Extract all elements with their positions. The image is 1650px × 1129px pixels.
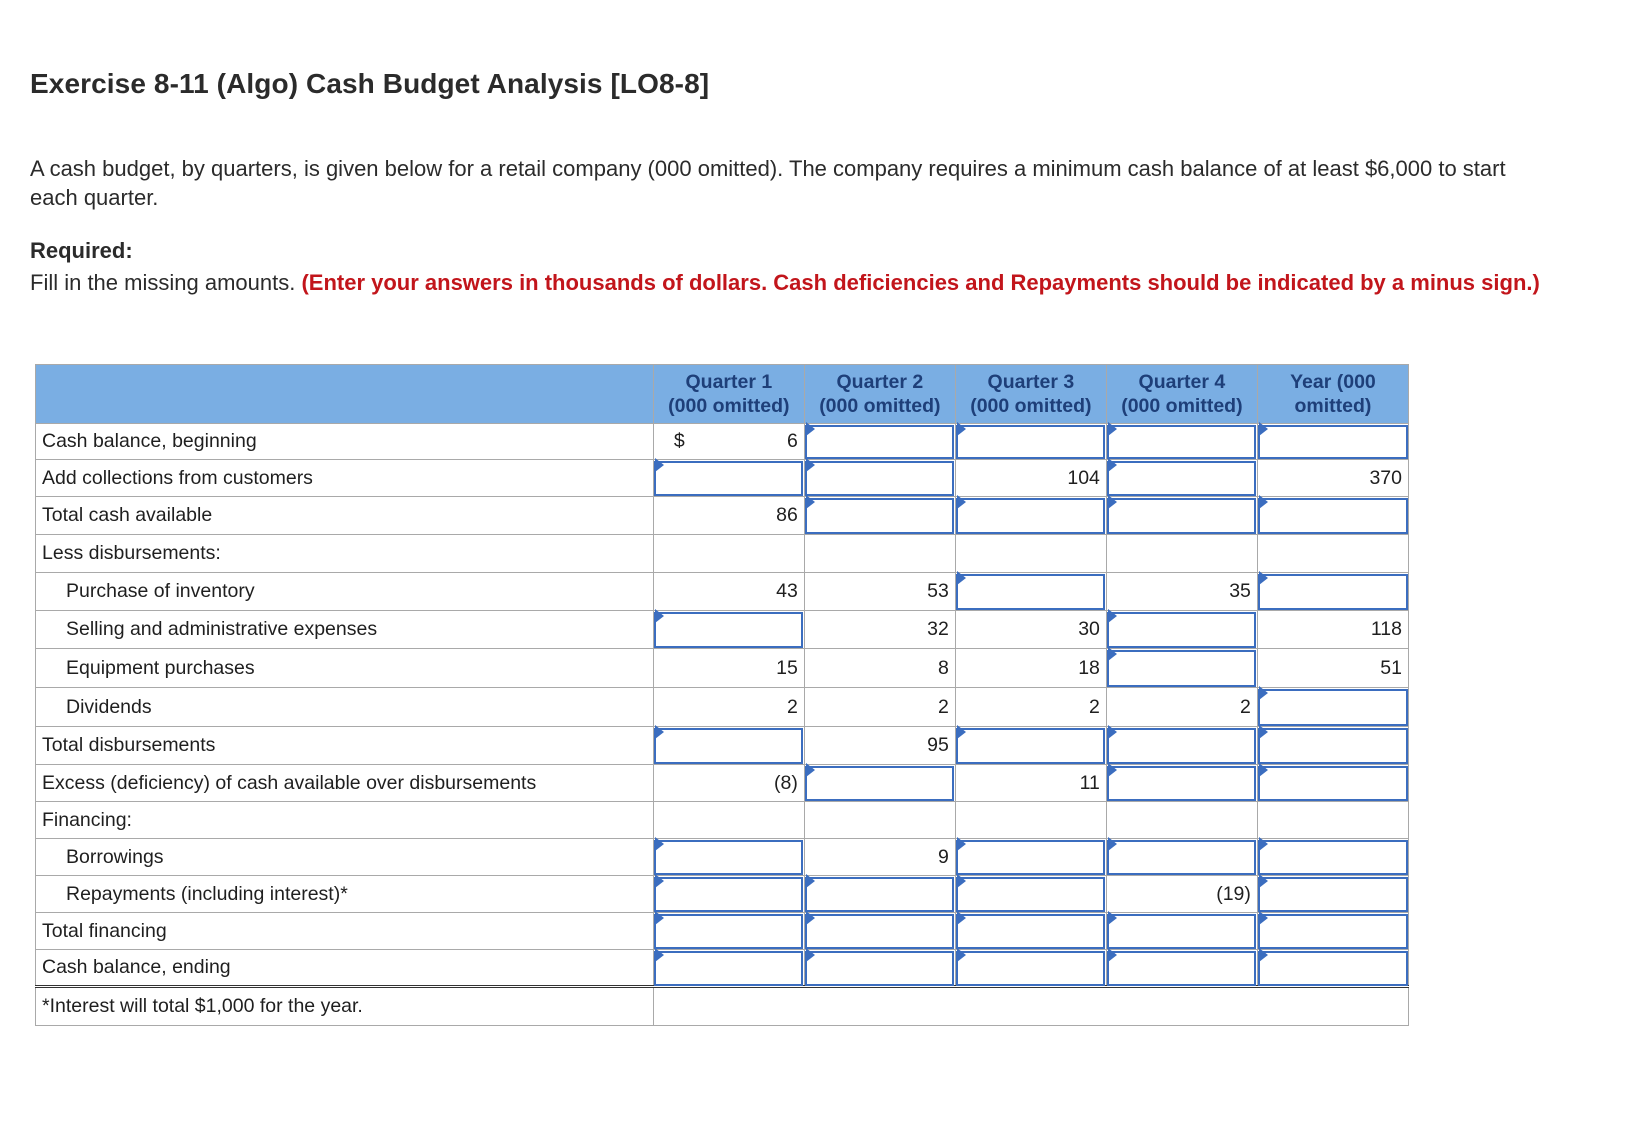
cell-value: 32: [927, 618, 949, 640]
value-cell-quarter-1: [653, 497, 804, 535]
table-row: [36, 611, 1409, 649]
column-header-line: (000 omitted): [970, 395, 1092, 417]
input-cell-quarter-1[interactable]: [653, 611, 804, 649]
value-cell-quarter-3: [955, 688, 1106, 727]
value-cell-year: [1257, 611, 1408, 649]
column-header-quarter-4: [1106, 365, 1257, 424]
input-cell-quarter-1[interactable]: [653, 950, 804, 987]
value-cell-year: [1257, 535, 1408, 573]
input-cell-year[interactable]: [1257, 688, 1408, 727]
input-cell-year[interactable]: [1257, 913, 1408, 950]
column-header-line: (000 omitted): [668, 395, 790, 417]
input-cell-quarter-2[interactable]: [804, 913, 955, 950]
table-row: [36, 424, 1409, 460]
cell-value: 2: [1089, 695, 1100, 718]
column-header-line: Quarter 4: [1138, 371, 1226, 393]
cell-value: (8): [774, 771, 798, 794]
row-label: Borrowings: [36, 839, 654, 876]
cell-value: 15: [776, 656, 798, 679]
value-cell-quarter-1: [653, 688, 804, 727]
input-cell-quarter-3[interactable]: [955, 573, 1106, 611]
row-label: Repayments (including interest)*: [36, 876, 654, 913]
cell-value: 53: [927, 580, 949, 602]
input-cell-quarter-4[interactable]: [1106, 497, 1257, 535]
input-cell-quarter-3[interactable]: [955, 950, 1106, 987]
cell-value: 104: [1067, 466, 1100, 489]
value-cell-quarter-2: [804, 688, 955, 727]
value-cell-year: [1257, 460, 1408, 497]
problem-intro: A cash budget, by quarters, is given below for a retail company (000 omitted). The company requires a minimum cash balance of at least $6,000 to start each quarter.: [30, 156, 1506, 210]
value-cell-quarter-2: [804, 727, 955, 765]
input-cell-quarter-4[interactable]: [1106, 649, 1257, 688]
row-label: Cash balance, ending: [36, 950, 654, 987]
input-cell-year[interactable]: [1257, 424, 1408, 460]
input-cell-quarter-3[interactable]: [955, 913, 1106, 950]
cell-value: 8: [938, 656, 949, 679]
budget-body: [36, 424, 1409, 1026]
column-header-quarter-3: [955, 365, 1106, 424]
input-cell-year[interactable]: [1257, 950, 1408, 987]
column-header-line: Quarter 1: [685, 371, 773, 393]
input-cell-quarter-1[interactable]: [653, 913, 804, 950]
value-cell-quarter-2: [804, 802, 955, 839]
column-header-line: Year (000: [1290, 371, 1376, 393]
table-row: [36, 688, 1409, 727]
input-cell-quarter-4[interactable]: [1106, 765, 1257, 802]
input-cell-year[interactable]: [1257, 839, 1408, 876]
cell-value: 6: [787, 430, 798, 452]
input-cell-year[interactable]: [1257, 497, 1408, 535]
input-cell-quarter-2[interactable]: [804, 876, 955, 913]
column-header-quarter-2: [804, 365, 955, 424]
value-cell-quarter-2: [804, 611, 955, 649]
cell-value: 2: [938, 695, 949, 718]
row-label: Total cash available: [36, 497, 654, 535]
input-cell-quarter-1[interactable]: [653, 460, 804, 497]
row-label: Excess (deficiency) of cash available over disbursements: [36, 765, 654, 802]
cash-budget-table: [35, 364, 1409, 1026]
row-label: Financing:: [36, 802, 654, 839]
value-cell-quarter-4: [1106, 535, 1257, 573]
input-cell-quarter-4[interactable]: [1106, 839, 1257, 876]
row-label: Add collections from customers: [36, 460, 654, 497]
column-header-line: omitted): [1294, 395, 1372, 417]
value-cell-quarter-1: [653, 424, 804, 460]
cell-value: 9: [938, 845, 949, 868]
cell-value: 95: [927, 734, 949, 756]
table-row: [36, 649, 1409, 688]
row-label: Total financing: [36, 913, 654, 950]
row-label: Total disbursements: [36, 727, 654, 765]
cell-value: 43: [776, 580, 798, 602]
column-header-line: (000 omitted): [819, 395, 941, 417]
row-label: Selling and administrative expenses: [36, 611, 654, 649]
input-cell-quarter-1[interactable]: [653, 876, 804, 913]
cell-value: 2: [787, 695, 798, 718]
row-label: Cash balance, beginning: [36, 424, 654, 460]
row-label: Less disbursements:: [36, 535, 654, 573]
table-row: [36, 727, 1409, 765]
table-row: [36, 950, 1409, 987]
row-label: Dividends: [36, 688, 654, 727]
table-row: [36, 839, 1409, 876]
value-cell-quarter-3: [955, 765, 1106, 802]
row-label: Equipment purchases: [36, 649, 654, 688]
table-row: [36, 913, 1409, 950]
input-cell-quarter-4[interactable]: [1106, 727, 1257, 765]
input-cell-quarter-1[interactable]: [653, 839, 804, 876]
input-cell-quarter-2[interactable]: [804, 950, 955, 987]
input-cell-quarter-1[interactable]: [653, 727, 804, 765]
value-cell-quarter-2: [804, 573, 955, 611]
value-cell-quarter-4: [1106, 802, 1257, 839]
table-row: [36, 876, 1409, 913]
cell-value: 2: [1240, 695, 1251, 718]
table-row: [36, 497, 1409, 535]
value-cell-quarter-1: [653, 535, 804, 573]
exercise-title: Exercise 8-11 (Algo) Cash Budget Analysis [LO8-8]: [30, 68, 710, 99]
value-cell-quarter-4: [1106, 688, 1257, 727]
cell-value: 18: [1078, 656, 1100, 679]
cell-value: 370: [1369, 466, 1402, 489]
dollar-sign: $: [673, 430, 685, 452]
input-cell-year[interactable]: [1257, 765, 1408, 802]
value-cell-quarter-2: [804, 839, 955, 876]
column-header-year: [1257, 365, 1408, 424]
cell-value: 35: [1229, 580, 1251, 602]
value-cell-quarter-4: [1106, 876, 1257, 913]
input-cell-quarter-4[interactable]: [1106, 424, 1257, 460]
input-cell-quarter-3[interactable]: [955, 727, 1106, 765]
footnote-spacer: [653, 987, 1408, 1026]
value-cell-quarter-1: [653, 649, 804, 688]
instructions-note: (Enter your answers in thousands of dollars. Cash deficiencies and Repayments should be indicated by a minus sign.): [301, 270, 1540, 295]
input-cell-quarter-2[interactable]: [804, 497, 955, 535]
value-cell-year: [1257, 649, 1408, 688]
input-cell-quarter-4[interactable]: [1106, 611, 1257, 649]
input-cell-quarter-3[interactable]: [955, 876, 1106, 913]
table-row: [36, 573, 1409, 611]
input-cell-quarter-3[interactable]: [955, 839, 1106, 876]
value-cell-quarter-3: [955, 460, 1106, 497]
value-cell-quarter-2: [804, 535, 955, 573]
column-header-line: Quarter 2: [836, 371, 924, 393]
column-header-quarter-1: [653, 365, 804, 424]
instructions: [30, 268, 1570, 297]
input-cell-quarter-4[interactable]: [1106, 950, 1257, 987]
value-cell-quarter-3: [955, 535, 1106, 573]
value-cell-quarter-3: [955, 649, 1106, 688]
cell-value: 11: [1079, 771, 1100, 794]
input-cell-quarter-2[interactable]: [804, 460, 955, 497]
column-header-line: Quarter 3: [987, 371, 1075, 393]
table-row: [36, 460, 1409, 497]
table-row: [36, 765, 1409, 802]
footnote: *Interest will total $1,000 for the year.: [36, 987, 654, 1026]
header-blank: [36, 365, 654, 424]
cell-value: 51: [1380, 656, 1402, 679]
table-row: [36, 802, 1409, 839]
value-cell-quarter-2: [804, 649, 955, 688]
required-heading: Required:: [30, 238, 133, 263]
value-cell-quarter-3: [955, 611, 1106, 649]
input-cell-quarter-2[interactable]: [804, 765, 955, 802]
row-label: Purchase of inventory: [36, 573, 654, 611]
cell-value: 30: [1078, 618, 1100, 640]
cell-value: 86: [776, 504, 798, 526]
input-cell-quarter-4[interactable]: [1106, 913, 1257, 950]
table-row: [36, 535, 1409, 573]
input-cell-quarter-2[interactable]: [804, 424, 955, 460]
input-cell-year[interactable]: [1257, 573, 1408, 611]
cell-value: (19): [1216, 882, 1251, 905]
value-cell-quarter-1: [653, 573, 804, 611]
value-cell-quarter-4: [1106, 573, 1257, 611]
input-cell-year[interactable]: [1257, 727, 1408, 765]
value-cell-quarter-3: [955, 802, 1106, 839]
input-cell-quarter-3[interactable]: [955, 497, 1106, 535]
column-header-line: (000 omitted): [1121, 395, 1243, 417]
value-cell-quarter-1: [653, 765, 804, 802]
footnote-row: [36, 987, 1409, 1026]
value-cell-year: [1257, 802, 1408, 839]
cell-value: 118: [1370, 618, 1402, 640]
instructions-text: Fill in the missing amounts.: [30, 270, 302, 295]
input-cell-quarter-3[interactable]: [955, 424, 1106, 460]
input-cell-quarter-4[interactable]: [1106, 460, 1257, 497]
input-cell-year[interactable]: [1257, 876, 1408, 913]
value-cell-quarter-1: [653, 802, 804, 839]
